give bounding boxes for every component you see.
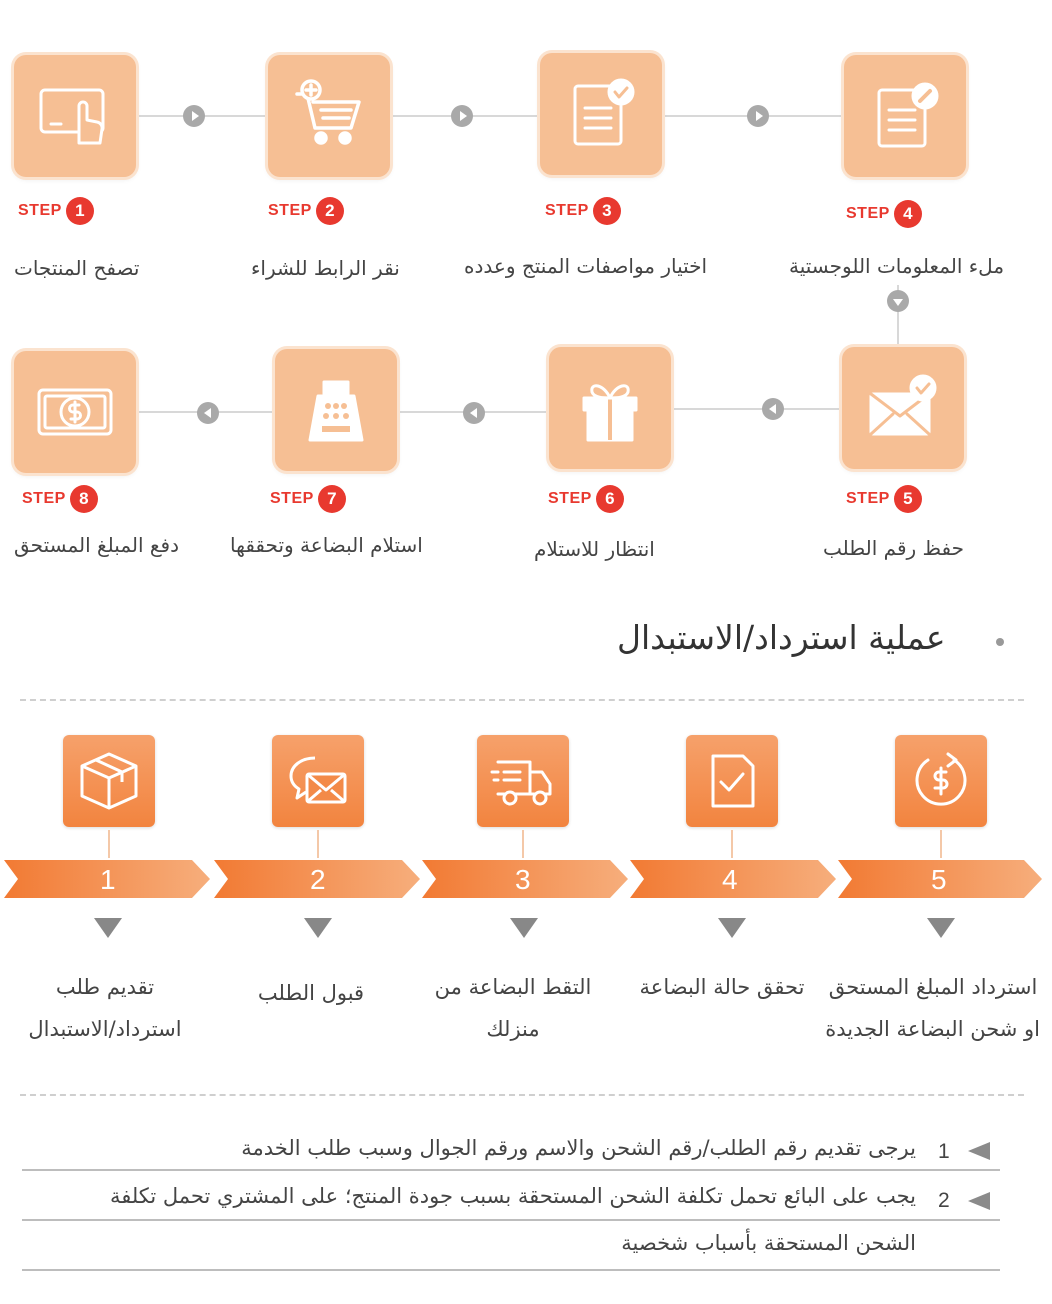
note-divider xyxy=(22,1169,1000,1171)
step-word: STEP xyxy=(846,205,890,222)
chat-mail-icon xyxy=(285,748,351,814)
return-step-4-box xyxy=(686,735,778,827)
step-number: 4 xyxy=(894,200,922,228)
arrow-down-icon xyxy=(927,918,955,938)
label-line: التقط البضاعة من xyxy=(434,975,592,999)
step-4-label: ملء المعلومات اللوجستية xyxy=(789,254,1005,278)
arrow-left-icon xyxy=(197,402,219,424)
step-number: 8 xyxy=(70,485,98,513)
note-1-text: يرجى تقديم رقم الطلب/رقم الشحن والاسم ورقم الجوال وسبب طلب الخدمة xyxy=(241,1136,916,1160)
return-step-5-label xyxy=(826,966,1040,1050)
step-8-box xyxy=(14,351,136,473)
step-4-tag xyxy=(846,200,922,228)
return-step-3-box xyxy=(477,735,569,827)
return-step-2-label xyxy=(226,972,396,1014)
step-8-tag xyxy=(22,485,98,513)
step-4-box xyxy=(844,55,966,177)
label-line: تحقق حالة البضاعة xyxy=(639,975,805,999)
step-1-label: تصفح المنتجات xyxy=(14,256,140,280)
step-5-tag xyxy=(846,485,922,513)
return-step-number: 2 xyxy=(310,864,326,895)
step-number: 1 xyxy=(66,197,94,225)
connector-line xyxy=(522,830,524,858)
shopping-cart-icon xyxy=(289,76,369,156)
step-2-label: نقر الرابط للشراء xyxy=(251,256,400,280)
step-6-tag xyxy=(548,485,624,513)
note-number: 2 xyxy=(938,1189,950,1212)
package-box-icon xyxy=(76,748,142,814)
step-word: STEP xyxy=(268,202,312,219)
step-3-label: اختيار مواصفات المنتج وعدده xyxy=(464,254,708,278)
step-7-tag xyxy=(270,485,346,513)
checklist-icon xyxy=(561,74,641,154)
label-line: تقديم طلب xyxy=(55,975,155,999)
step-6-box xyxy=(549,347,671,469)
envelope-check-icon xyxy=(863,368,943,448)
refund-dollar-icon xyxy=(908,748,974,814)
note-divider xyxy=(22,1219,1000,1221)
arrow-left-icon xyxy=(968,1192,990,1210)
label-line: استرداد/الاستبدال xyxy=(28,1017,182,1041)
step-number: 5 xyxy=(894,485,922,513)
delivery-truck-icon xyxy=(490,748,556,814)
step-word: STEP xyxy=(545,202,589,219)
arrow-right-icon xyxy=(451,105,473,127)
label-line: منزلك xyxy=(486,1017,540,1041)
note-2-text-line2: الشحن المستحقة بأسباب شخصية xyxy=(621,1231,916,1255)
connector-line xyxy=(731,830,733,858)
step-8-label: دفع المبلغ المستحق xyxy=(14,533,180,557)
arrow-left-icon xyxy=(463,402,485,424)
note-divider xyxy=(22,1269,1000,1271)
label-line: قبول الطلب xyxy=(257,981,365,1005)
step-1-tag xyxy=(18,197,94,225)
step-number: 3 xyxy=(593,197,621,225)
step-7-box xyxy=(275,349,397,471)
cash-register-icon xyxy=(296,370,376,450)
arrow-left-icon xyxy=(968,1142,990,1160)
arrow-down-icon xyxy=(94,918,122,938)
step-5-box xyxy=(842,347,964,469)
label-line: او شحن البضاعة الجديدة xyxy=(825,1017,1040,1041)
connector-line xyxy=(940,830,942,858)
banknote-icon xyxy=(35,372,115,452)
note-number: 1 xyxy=(938,1140,950,1163)
return-step-1-label xyxy=(18,966,192,1050)
step-number: 6 xyxy=(596,485,624,513)
connector-line xyxy=(108,830,110,858)
touch-screen-icon xyxy=(35,76,115,156)
arrow-down-icon xyxy=(718,918,746,938)
step-word: STEP xyxy=(22,490,66,507)
arrow-right-icon xyxy=(747,105,769,127)
label-line: استرداد المبلغ المستحق xyxy=(828,975,1038,999)
arrow-right-icon xyxy=(183,105,205,127)
arrow-down-icon xyxy=(510,918,538,938)
form-edit-icon xyxy=(865,76,945,156)
return-step-4-label xyxy=(634,966,810,1008)
connector-line xyxy=(672,408,842,410)
step-5-label: حفظ رقم الطلب xyxy=(823,536,965,560)
return-step-number: 1 xyxy=(100,864,116,895)
arrow-left-icon xyxy=(762,398,784,420)
step-word: STEP xyxy=(548,490,592,507)
connector-line xyxy=(317,830,319,858)
return-step-number: 4 xyxy=(722,864,738,895)
step-6-label: انتظار للاستلام xyxy=(534,537,655,561)
step-7-label: استلام البضاعة وتحققها xyxy=(230,533,423,557)
step-2-box xyxy=(268,55,390,177)
step-3-tag xyxy=(545,197,621,225)
note-2-text-line1: يجب على البائع تحمل تكلفة الشحن المستحقة بسبب جودة المنتج؛ على المشتري تحمل تكلفة xyxy=(109,1184,916,1208)
step-word: STEP xyxy=(270,490,314,507)
section-title: عملية استرداد/الاستبدال xyxy=(617,618,946,657)
return-step-2-box xyxy=(272,735,364,827)
step-number: 2 xyxy=(316,197,344,225)
gift-icon xyxy=(570,368,650,448)
return-step-number: 3 xyxy=(515,864,531,895)
arrow-down-icon xyxy=(304,918,332,938)
step-1-box xyxy=(14,55,136,177)
dashed-divider xyxy=(20,1094,1024,1096)
bullet-icon xyxy=(996,638,1004,646)
step-2-tag xyxy=(268,197,344,225)
step-word: STEP xyxy=(18,202,62,219)
arrow-down-icon xyxy=(887,290,909,312)
step-3-box xyxy=(540,53,662,175)
dashed-divider xyxy=(20,699,1024,701)
step-word: STEP xyxy=(846,490,890,507)
return-step-3-label xyxy=(424,966,602,1050)
step-number: 7 xyxy=(318,485,346,513)
clipboard-check-icon xyxy=(699,748,765,814)
return-step-5-box xyxy=(895,735,987,827)
return-step-1-box xyxy=(63,735,155,827)
return-step-number: 5 xyxy=(931,864,947,895)
